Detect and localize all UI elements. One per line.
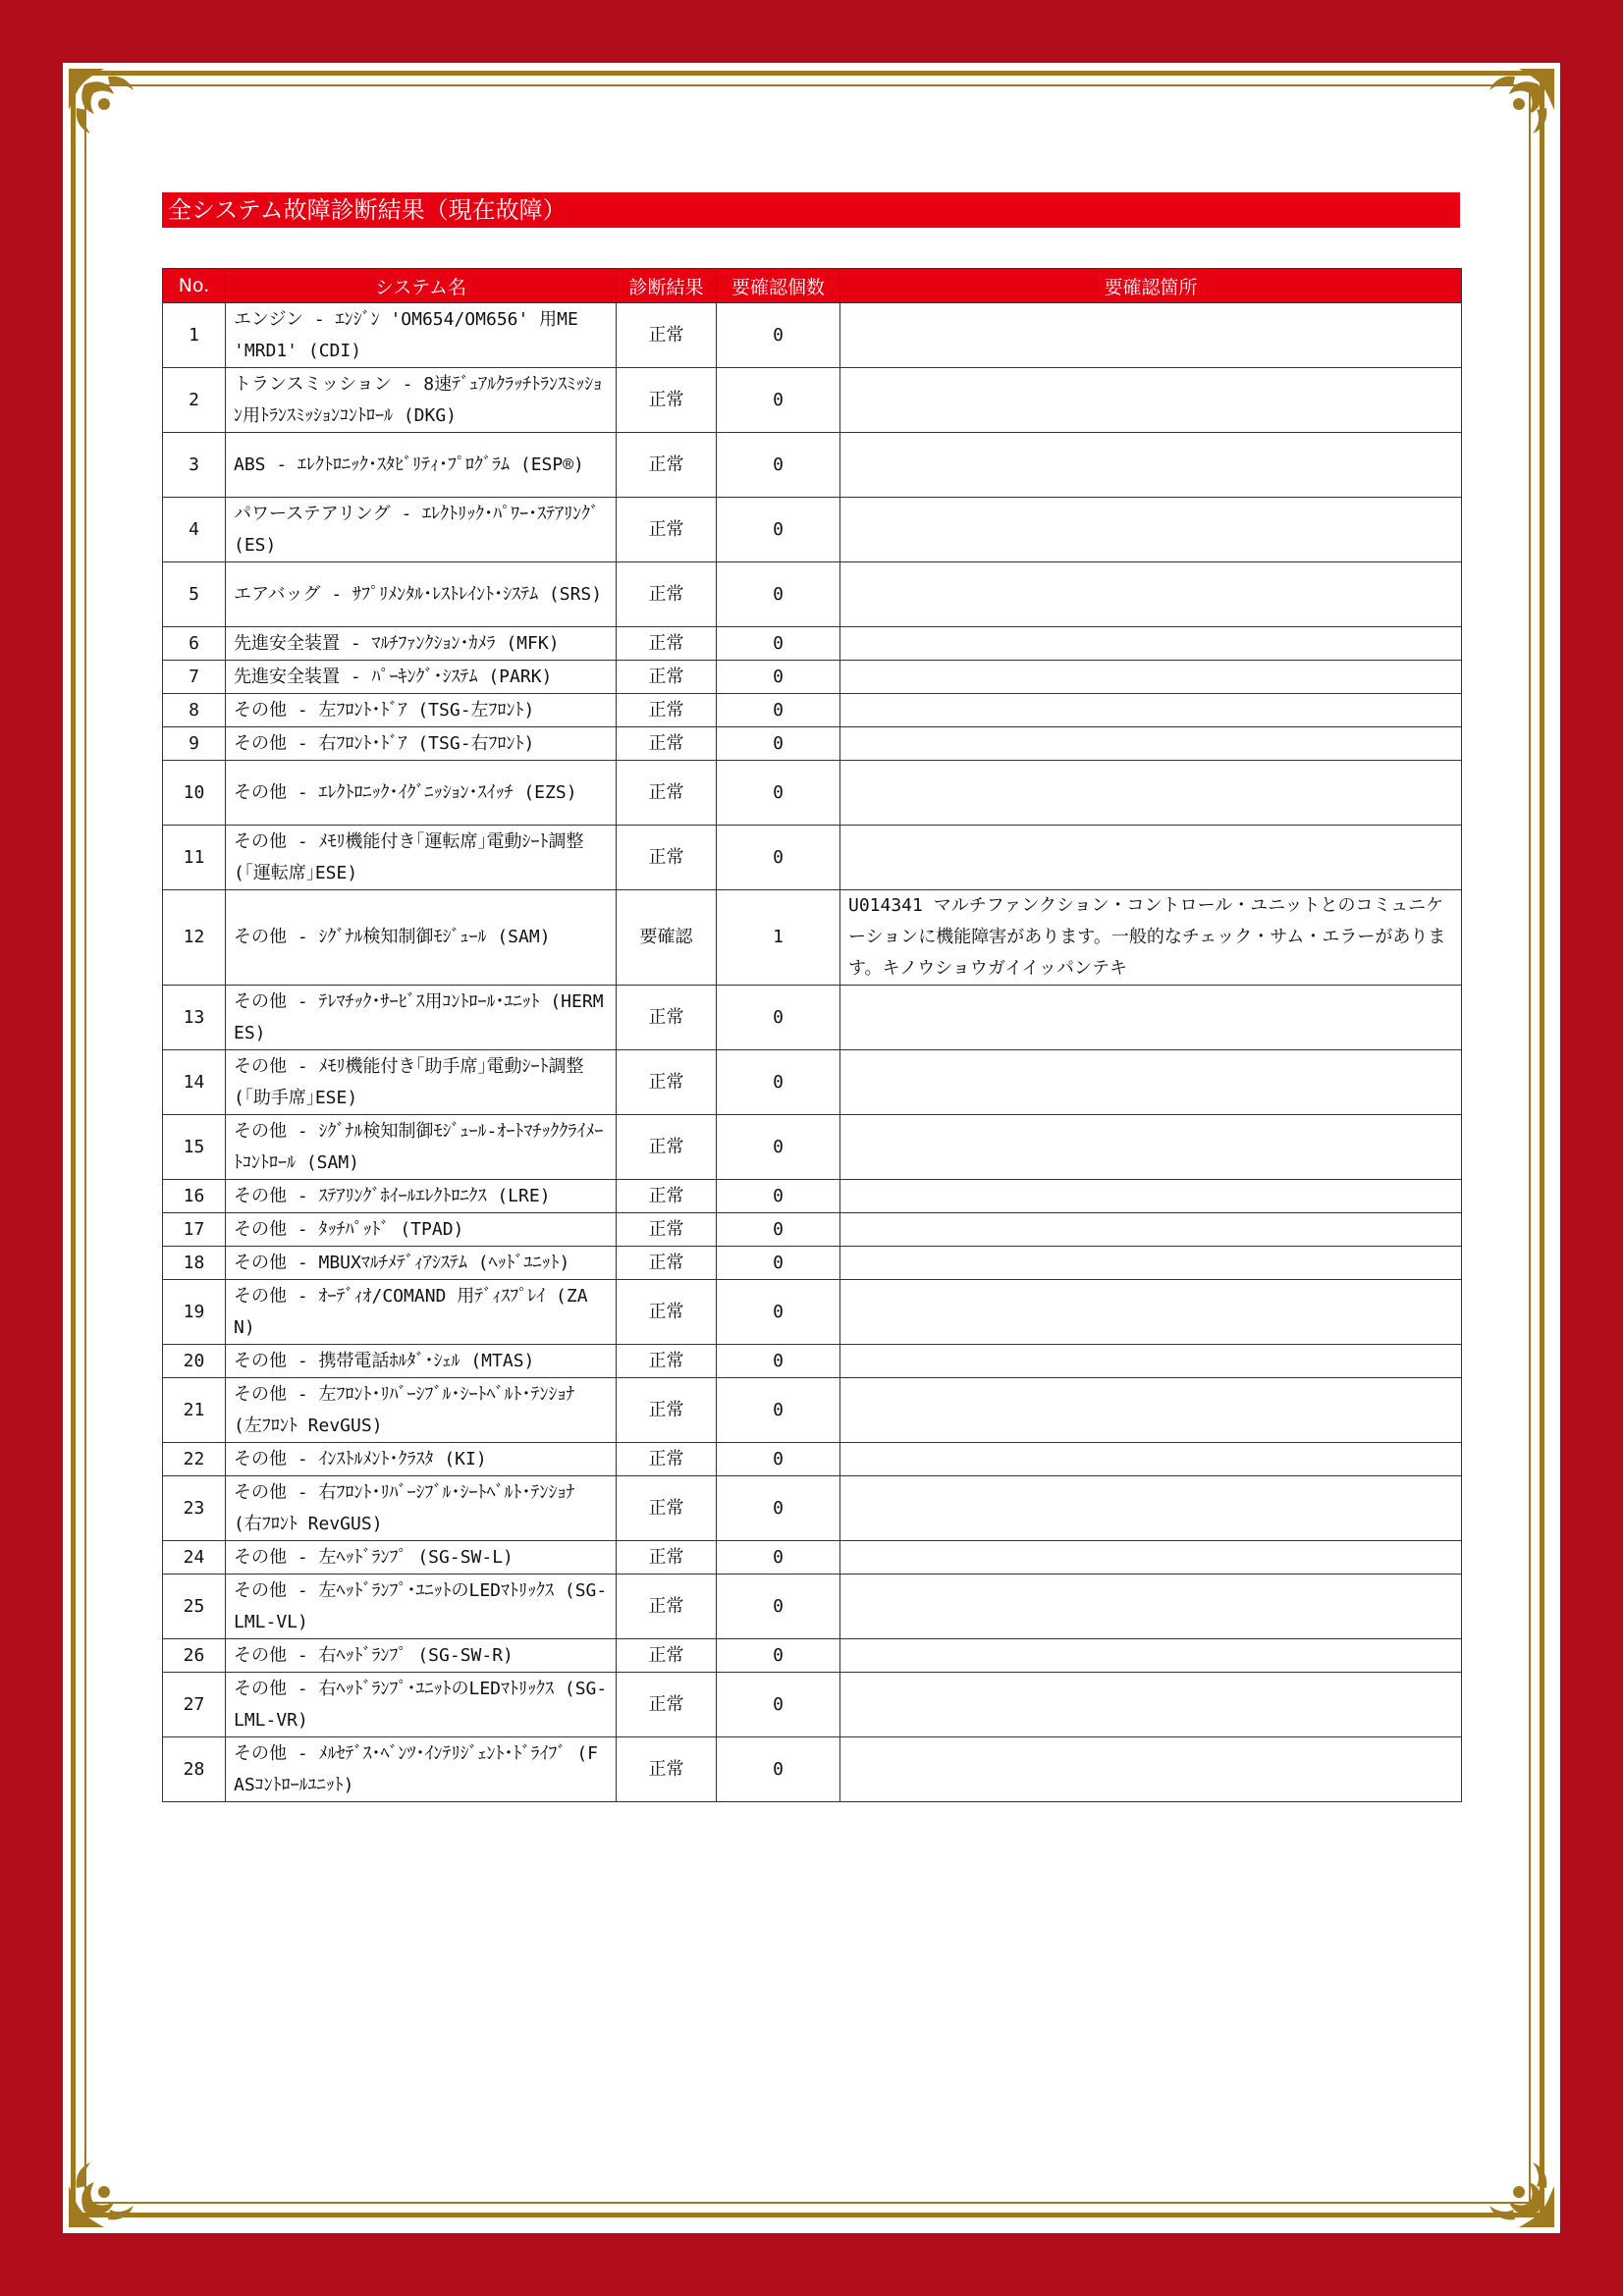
cell-check-location (840, 661, 1462, 694)
cell-no: 15 (163, 1115, 226, 1180)
cell-system-name: その他 - 右ﾌﾛﾝﾄ･ﾘﾊﾞｰｼﾌﾞﾙ･ｼｰﾄﾍﾞﾙﾄ･ﾃﾝｼｮﾅ (右ﾌﾛﾝﾄ RevGUS) (226, 1476, 617, 1541)
cell-check-location (840, 627, 1462, 661)
corner-ornament-icon (1468, 65, 1558, 155)
cell-result: 正常 (617, 1213, 717, 1247)
cell-result: 正常 (617, 368, 717, 433)
cell-check-location (840, 303, 1462, 368)
cell-check-count: 0 (717, 1213, 840, 1247)
cell-check-count: 0 (717, 826, 840, 890)
table-row (163, 1115, 1462, 1180)
cell-no: 6 (163, 627, 226, 661)
cell-check-location (840, 1180, 1462, 1213)
cell-check-count: 0 (717, 661, 840, 694)
cell-check-count: 0 (717, 761, 840, 826)
cell-no: 1 (163, 303, 226, 368)
cell-check-count: 0 (717, 1541, 840, 1575)
cell-check-count: 0 (717, 694, 840, 727)
cell-result: 正常 (617, 694, 717, 727)
table-row (163, 826, 1462, 890)
cell-check-count: 0 (717, 1476, 840, 1541)
table-row (163, 303, 1462, 368)
cell-no: 10 (163, 761, 226, 826)
cell-check-count: 0 (717, 1247, 840, 1280)
cell-check-count: 0 (717, 433, 840, 498)
cell-result: 正常 (617, 1541, 717, 1575)
cell-system-name: その他 - ｼｸﾞﾅﾙ検知制御ﾓｼﾞｭｰﾙ (SAM) (226, 890, 617, 986)
table-row (163, 1213, 1462, 1247)
cell-check-location (840, 1115, 1462, 1180)
diagnosis-table (162, 268, 1462, 1802)
cell-check-location (840, 1541, 1462, 1575)
cell-check-location (840, 727, 1462, 761)
table-row (163, 1639, 1462, 1673)
cell-system-name: その他 - 左ﾍｯﾄﾞﾗﾝﾌﾟ･ﾕﾆｯﾄのLEDﾏﾄﾘｯｸｽ (SG-LML-VL) (226, 1575, 617, 1639)
cell-no: 26 (163, 1639, 226, 1673)
header-no: No. (163, 269, 226, 303)
corner-ornament-icon (65, 65, 155, 155)
cell-result: 正常 (617, 986, 717, 1050)
cell-check-count: 0 (717, 1180, 840, 1213)
cell-check-location (840, 761, 1462, 826)
cell-check-location (840, 694, 1462, 727)
section-title: 全システム故障診断結果（現在故障） (162, 192, 1460, 228)
cell-check-count: 0 (717, 1280, 840, 1345)
header-check-count: 要確認個数 (717, 269, 840, 303)
cell-check-location: U014341 マルチファンクション・コントロール・ユニットとのコミュニケーションに機能障害があります。一般的なチェック・サム・エラーがあります。キノウショウガイイッパンテキ (840, 890, 1462, 986)
table-row (163, 1575, 1462, 1639)
cell-check-count: 0 (717, 1673, 840, 1737)
table-row (163, 562, 1462, 627)
cell-no: 2 (163, 368, 226, 433)
cell-check-count: 0 (717, 1050, 840, 1115)
cell-system-name: その他 - ｵｰﾃﾞｨｵ/COMAND 用ﾃﾞｨｽﾌﾟﾚｲ (ZAN) (226, 1280, 617, 1345)
cell-result: 正常 (617, 433, 717, 498)
cell-system-name: 先進安全装置 - ﾊﾟｰｷﾝｸﾞ･ｼｽﾃﾑ (PARK) (226, 661, 617, 694)
corner-ornament-icon (1468, 2141, 1558, 2231)
cell-system-name: その他 - 携帯電話ﾎﾙﾀﾞ･ｼｪﾙ (MTAS) (226, 1345, 617, 1378)
cell-check-count: 0 (717, 627, 840, 661)
cell-system-name: その他 - 左ﾌﾛﾝﾄ･ﾄﾞｱ (TSG-左ﾌﾛﾝﾄ) (226, 694, 617, 727)
cell-result: 正常 (617, 562, 717, 627)
table-row (163, 1280, 1462, 1345)
cell-no: 8 (163, 694, 226, 727)
cell-no: 14 (163, 1050, 226, 1115)
cell-check-location (840, 1575, 1462, 1639)
cell-no: 5 (163, 562, 226, 627)
cell-system-name: その他 - ﾒﾓﾘ機能付き｢助手席｣電動ｼｰﾄ調整 (｢助手席｣ESE) (226, 1050, 617, 1115)
cell-system-name: エアバッグ - ｻﾌﾟﾘﾒﾝﾀﾙ･ﾚｽﾄﾚｲﾝﾄ･ｼｽﾃﾑ (SRS) (226, 562, 617, 627)
table-row (163, 694, 1462, 727)
cell-result: 正常 (617, 1476, 717, 1541)
cell-result: 正常 (617, 1575, 717, 1639)
cell-system-name: その他 - ｼｸﾞﾅﾙ検知制御ﾓｼﾞｭｰﾙ-ｵｰﾄﾏﾁｯｸｸﾗｲﾒｰﾄｺﾝﾄﾛｰﾙ (SAM) (226, 1115, 617, 1180)
cell-result: 正常 (617, 727, 717, 761)
cell-check-location (840, 1673, 1462, 1737)
header-system-name: システム名 (226, 269, 617, 303)
cell-no: 11 (163, 826, 226, 890)
cell-system-name: その他 - ﾃﾚﾏﾁｯｸ･ｻｰﾋﾞｽ用ｺﾝﾄﾛｰﾙ･ﾕﾆｯﾄ (HERMES) (226, 986, 617, 1050)
cell-result: 正常 (617, 1050, 717, 1115)
cell-system-name: 先進安全装置 - ﾏﾙﾁﾌｧﾝｸｼｮﾝ･ｶﾒﾗ (MFK) (226, 627, 617, 661)
cell-check-count: 0 (717, 1443, 840, 1476)
cell-no: 17 (163, 1213, 226, 1247)
cell-no: 23 (163, 1476, 226, 1541)
cell-check-count: 0 (717, 1737, 840, 1802)
table-row (163, 1247, 1462, 1280)
cell-no: 4 (163, 498, 226, 562)
cell-check-location (840, 986, 1462, 1050)
cell-no: 9 (163, 727, 226, 761)
cell-system-name: その他 - 左ﾍｯﾄﾞﾗﾝﾌﾟ (SG-SW-L) (226, 1541, 617, 1575)
cell-result: 正常 (617, 498, 717, 562)
cell-no: 21 (163, 1378, 226, 1443)
cell-no: 24 (163, 1541, 226, 1575)
cell-check-location (840, 1443, 1462, 1476)
table-row (163, 761, 1462, 826)
cell-system-name: その他 - 右ﾍｯﾄﾞﾗﾝﾌﾟ (SG-SW-R) (226, 1639, 617, 1673)
cell-check-location (840, 1280, 1462, 1345)
cell-no: 12 (163, 890, 226, 986)
cell-check-location (840, 1345, 1462, 1378)
cell-no: 13 (163, 986, 226, 1050)
cell-system-name: その他 - 左ﾌﾛﾝﾄ･ﾘﾊﾞｰｼﾌﾞﾙ･ｼｰﾄﾍﾞﾙﾄ･ﾃﾝｼｮﾅ (左ﾌﾛﾝﾄ RevGUS) (226, 1378, 617, 1443)
cell-system-name: その他 - ｴﾚｸﾄﾛﾆｯｸ･ｲｸﾞﾆｯｼｮﾝ･ｽｲｯﾁ (EZS) (226, 761, 617, 826)
cell-no: 25 (163, 1575, 226, 1639)
cell-no: 28 (163, 1737, 226, 1802)
cell-check-location (840, 433, 1462, 498)
cell-check-location (840, 826, 1462, 890)
cell-no: 3 (163, 433, 226, 498)
cell-check-location (840, 1639, 1462, 1673)
cell-check-location (840, 1213, 1462, 1247)
table-row (163, 368, 1462, 433)
cell-result: 正常 (617, 1115, 717, 1180)
cell-check-count: 0 (717, 498, 840, 562)
cell-check-count: 0 (717, 1639, 840, 1673)
table-row (163, 1050, 1462, 1115)
table-body (163, 303, 1462, 1802)
cell-check-location (840, 1737, 1462, 1802)
table-row (163, 1673, 1462, 1737)
cell-no: 16 (163, 1180, 226, 1213)
cell-check-count: 0 (717, 986, 840, 1050)
table-row (163, 727, 1462, 761)
cell-system-name: その他 - ｽﾃｱﾘﾝｸﾞﾎｲｰﾙｴﾚｸﾄﾛﾆｸｽ (LRE) (226, 1180, 617, 1213)
cell-result: 正常 (617, 661, 717, 694)
cell-no: 22 (163, 1443, 226, 1476)
cell-result: 正常 (617, 627, 717, 661)
cell-check-count: 0 (717, 1575, 840, 1639)
cell-system-name: その他 - ｲﾝｽﾄﾙﾒﾝﾄ･ｸﾗｽﾀ (KI) (226, 1443, 617, 1476)
table-row (163, 498, 1462, 562)
cell-no: 7 (163, 661, 226, 694)
cell-check-location (840, 1476, 1462, 1541)
cell-no: 27 (163, 1673, 226, 1737)
table-row (163, 1541, 1462, 1575)
table-row (163, 661, 1462, 694)
table-row (163, 1737, 1462, 1802)
table-row (163, 1180, 1462, 1213)
cell-system-name: その他 - MBUXﾏﾙﾁﾒﾃﾞｨｱｼｽﾃﾑ (ﾍｯﾄﾞﾕﾆｯﾄ) (226, 1247, 617, 1280)
cell-result: 正常 (617, 1345, 717, 1378)
cell-result: 正常 (617, 1443, 717, 1476)
cell-no: 20 (163, 1345, 226, 1378)
cell-check-count: 0 (717, 1345, 840, 1378)
cell-result: 正常 (617, 1180, 717, 1213)
cell-check-count: 0 (717, 1378, 840, 1443)
cell-result: 正常 (617, 1639, 717, 1673)
cell-no: 18 (163, 1247, 226, 1280)
cell-no: 19 (163, 1280, 226, 1345)
cell-check-count: 0 (717, 727, 840, 761)
table-row (163, 986, 1462, 1050)
table-row (163, 1443, 1462, 1476)
cell-result: 正常 (617, 1280, 717, 1345)
cell-check-location (840, 1247, 1462, 1280)
cell-check-location (840, 498, 1462, 562)
cell-result: 正常 (617, 826, 717, 890)
cell-system-name: エンジン - ｴﾝｼﾞﾝ 'OM654/OM656' 用ME 'MRD1' (CDI) (226, 303, 617, 368)
cell-system-name: その他 - ﾒﾓﾘ機能付き｢運転席｣電動ｼｰﾄ調整 (｢運転席｣ESE) (226, 826, 617, 890)
cell-result: 正常 (617, 1737, 717, 1802)
cell-system-name: その他 - 右ﾍｯﾄﾞﾗﾝﾌﾟ･ﾕﾆｯﾄのLEDﾏﾄﾘｯｸｽ (SG-LML-VR) (226, 1673, 617, 1737)
cell-check-count: 1 (717, 890, 840, 986)
cell-system-name: パワーステアリング - ｴﾚｸﾄﾘｯｸ･ﾊﾟﾜｰ･ｽﾃｱﾘﾝｸﾞ (ES) (226, 498, 617, 562)
cell-check-count: 0 (717, 303, 840, 368)
cell-check-count: 0 (717, 562, 840, 627)
table-row (163, 627, 1462, 661)
cell-result: 正常 (617, 1247, 717, 1280)
cell-check-location (840, 368, 1462, 433)
cell-result: 正常 (617, 1673, 717, 1737)
cell-system-name: その他 - 右ﾌﾛﾝﾄ･ﾄﾞｱ (TSG-右ﾌﾛﾝﾄ) (226, 727, 617, 761)
table-row (163, 1378, 1462, 1443)
cell-check-location (840, 1378, 1462, 1443)
cell-system-name: その他 - ﾒﾙｾﾃﾞｽ･ﾍﾞﾝﾂ･ｲﾝﾃﾘｼﾞｪﾝﾄ･ﾄﾞﾗｲﾌﾞ (FASｺﾝﾄﾛｰﾙﾕﾆｯﾄ) (226, 1737, 617, 1802)
cell-result: 要確認 (617, 890, 717, 986)
cell-result: 正常 (617, 761, 717, 826)
table-row (163, 890, 1462, 986)
cell-check-location (840, 1050, 1462, 1115)
header-check-location: 要確認箇所 (840, 269, 1462, 303)
cell-check-location (840, 562, 1462, 627)
table-row (163, 1476, 1462, 1541)
cell-check-count: 0 (717, 1115, 840, 1180)
table-header-row (163, 269, 1462, 303)
cell-result: 正常 (617, 1378, 717, 1443)
table-row (163, 1345, 1462, 1378)
corner-ornament-icon (65, 2141, 155, 2231)
header-result: 診断結果 (617, 269, 717, 303)
cell-result: 正常 (617, 303, 717, 368)
table-row (163, 433, 1462, 498)
cell-system-name: トランスミッション - 8速ﾃﾞｭｱﾙｸﾗｯﾁﾄﾗﾝｽﾐｯｼｮﾝ用ﾄﾗﾝｽﾐｯｼｮﾝｺﾝﾄﾛｰﾙ (DKG) (226, 368, 617, 433)
cell-system-name: その他 - ﾀｯﾁﾊﾟｯﾄﾞ (TPAD) (226, 1213, 617, 1247)
cell-check-count: 0 (717, 368, 840, 433)
cell-system-name: ABS - ｴﾚｸﾄﾛﾆｯｸ･ｽﾀﾋﾞﾘﾃｨ･ﾌﾟﾛｸﾞﾗﾑ (ESP®) (226, 433, 617, 498)
